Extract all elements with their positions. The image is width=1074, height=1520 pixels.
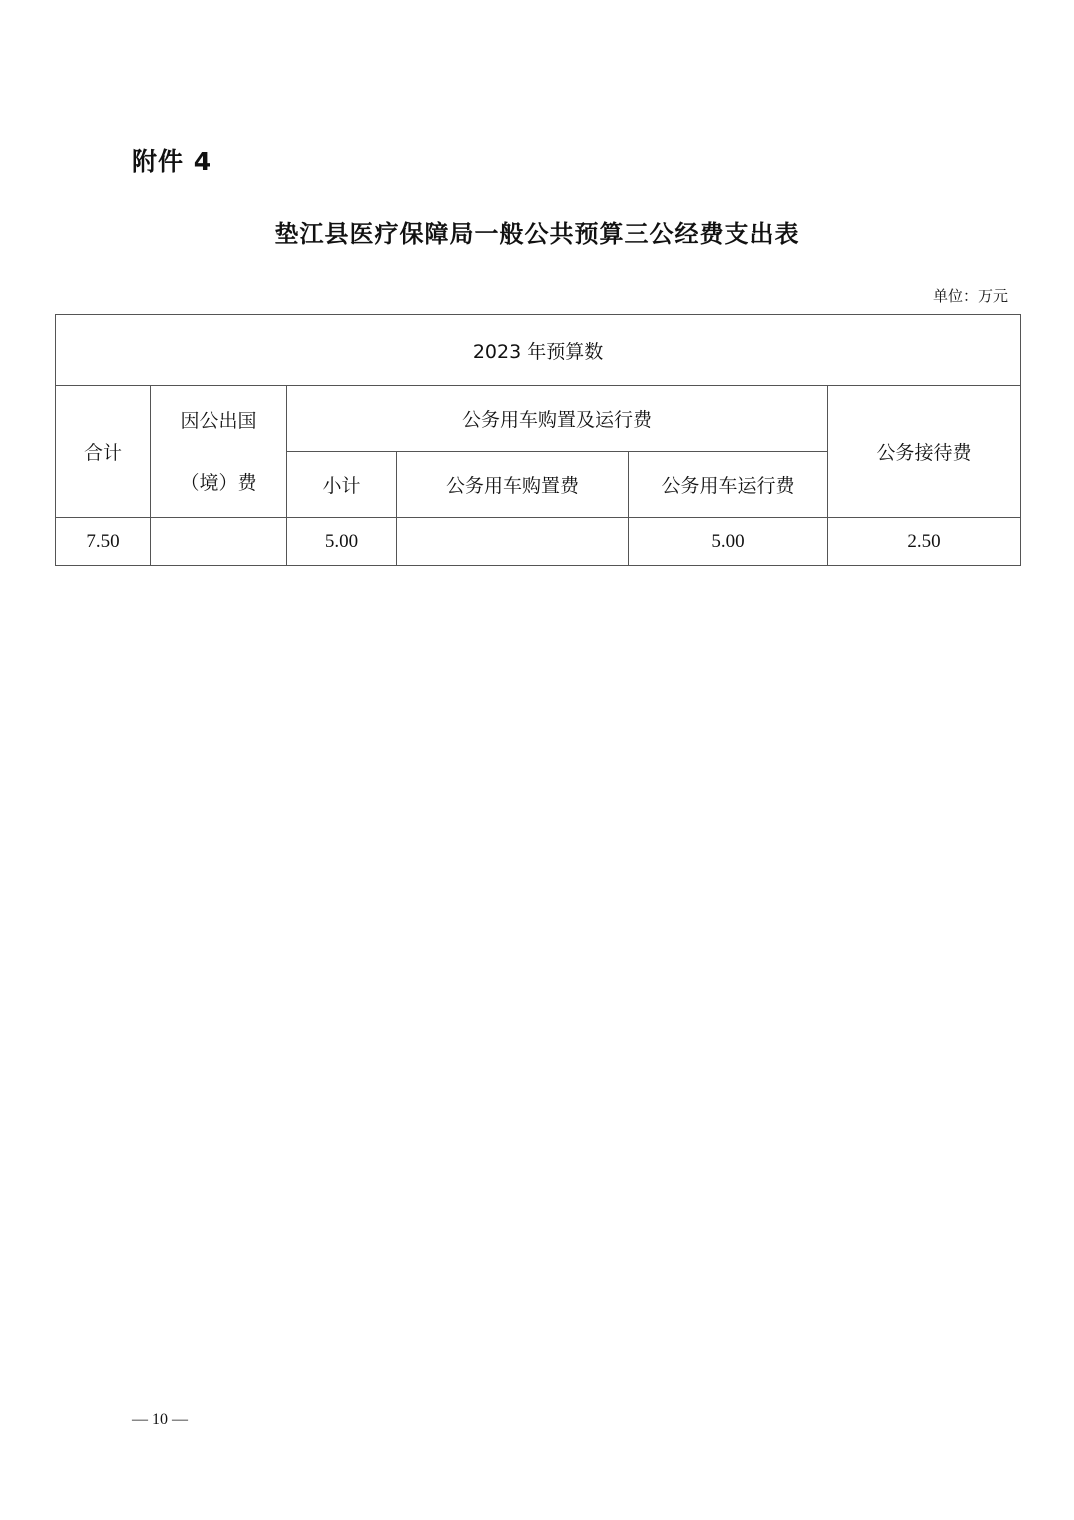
table-header-row xyxy=(56,386,1021,452)
header-subtotal: 小计 xyxy=(287,452,397,518)
cell-subtotal: 5.00 xyxy=(287,518,397,566)
header-reception: 公务接待费 xyxy=(828,386,1021,518)
table-header-row xyxy=(56,315,1021,386)
header-abroad xyxy=(151,386,287,518)
cell-reception: 2.50 xyxy=(828,518,1021,566)
cell-abroad xyxy=(151,518,287,566)
unit-label: 单位：万元 xyxy=(932,287,1008,305)
budget-table xyxy=(55,314,1021,566)
cell-total: 7.50 xyxy=(56,518,151,566)
header-abroad-line2: （境）费 xyxy=(180,471,257,494)
attachment-label: 附件 4 xyxy=(132,147,213,176)
header-vehicle-operation: 公务用车运行费 xyxy=(629,452,828,518)
header-vehicle-purchase: 公务用车购置费 xyxy=(397,452,629,518)
page-title: 垫江县医疗保障局一般公共预算三公经费支出表 xyxy=(274,219,800,248)
year-header: 2023 年预算数 xyxy=(56,315,1021,386)
page-number: — 10 — xyxy=(132,1411,188,1428)
header-total: 合计 xyxy=(56,386,151,518)
cell-vehicle-purchase xyxy=(397,518,629,566)
cell-vehicle-operation: 5.00 xyxy=(629,518,828,566)
header-vehicle-group: 公务用车购置及运行费 xyxy=(287,386,828,452)
header-abroad-line1: 因公出国 xyxy=(180,409,257,432)
table-row xyxy=(56,518,1021,566)
